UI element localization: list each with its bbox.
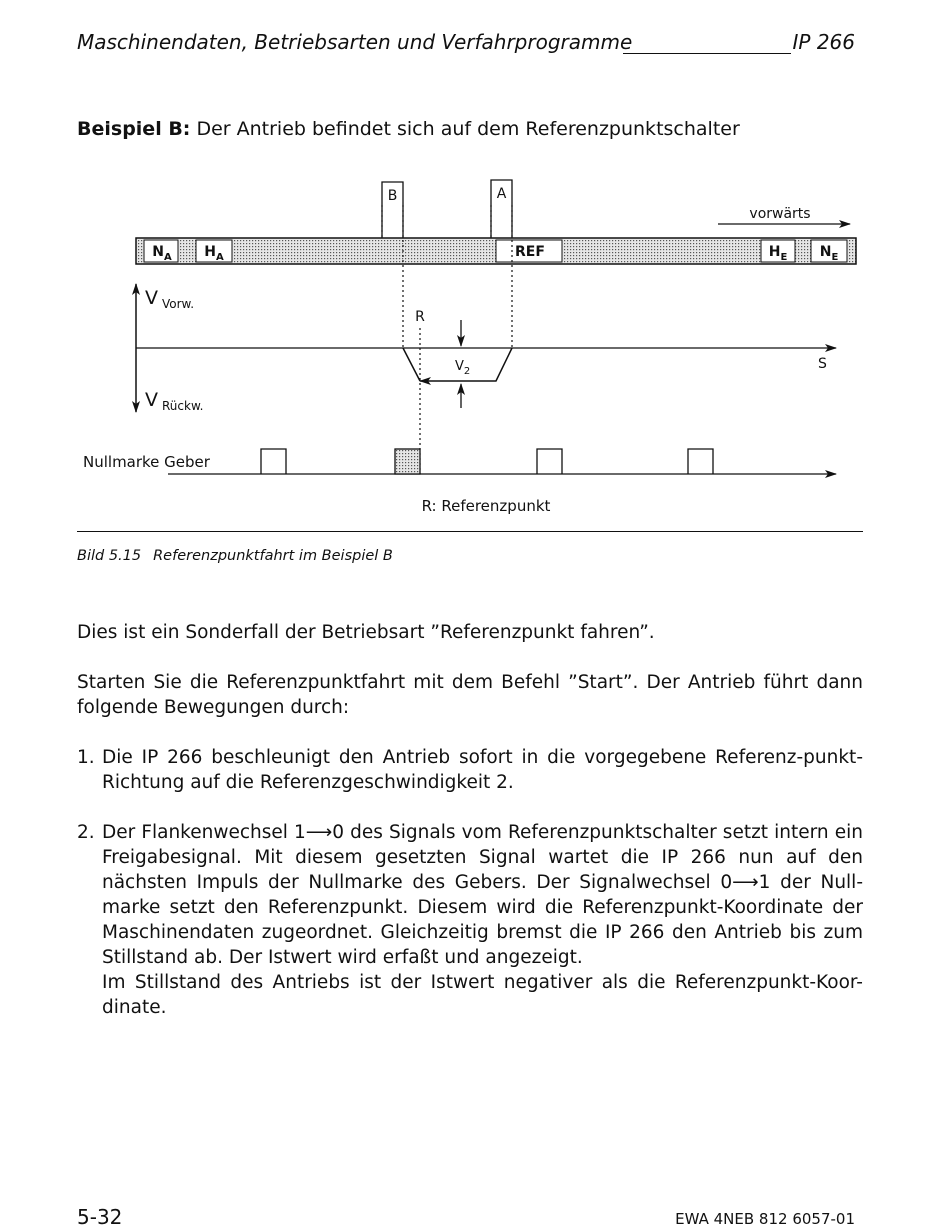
- list-item-number: 2.: [77, 822, 95, 843]
- v-forward-label: V $_{Vorw.}$: [145, 287, 195, 311]
- figure-number: Bild 5.15: [77, 548, 142, 564]
- paragraph-1: Dies ist ein Sonderfall der Betriebsart ”Referenzpunkt fahren”.: [77, 622, 655, 643]
- document-number: EWA 4NEB 812 6057-01: [675, 1210, 855, 1228]
- svg-text:HE: $H_E$: [768, 244, 788, 263]
- list-item-text-continued: Im Stillstand des Antriebs ist der Istwert negativer als die Referenzpunkt-Koor-dinate.: [102, 972, 863, 1018]
- reference-point-legend: R: Referenzpunkt: [421, 497, 551, 515]
- cam-flag-a: [491, 180, 512, 238]
- section-heading: [77, 118, 740, 140]
- track-bar: [136, 238, 856, 264]
- svg-text:NE: $N_E$: [819, 244, 839, 263]
- zero-mark-pulse: [688, 449, 713, 474]
- header-product: IP 266: [792, 30, 855, 54]
- svg-text:REF: REF: [515, 244, 545, 260]
- list-item-text: Die IP 266 beschleunigt den Antrieb sofort in die vorgegebene Referenz-punkt-Richtung auf die Referenzgeschwindigkeit 2.: [102, 747, 863, 793]
- header-rule: [623, 53, 791, 54]
- page-header: [77, 28, 863, 58]
- page-number: 5-32: [77, 1205, 123, 1229]
- s-axis-label: S: [818, 356, 827, 372]
- figure-title: Referenzpunktfahrt im Beispiel B: [153, 548, 393, 564]
- list-item-number: 1.: [77, 747, 95, 768]
- zero-mark-pulse-active: [395, 449, 420, 474]
- paragraph-2: Starten Sie die Referenzpunktfahrt mit dem Befehl ”Start”. Der Antrieb führt dann folgende Bewegungen durch:: [77, 672, 863, 718]
- cam-flag-a-label: A: [496, 186, 507, 202]
- list-item-text: Der Flankenwechsel 1⟶0 des Signals vom Referenzpunktschalter setzt intern ein Freigabesignal. Mit diesem gesetzten Signal wartet die IP 266 nun auf den nächsten Impuls der Nullmarke des Gebers. Der Signalwechsel 0⟶1 der Null-marke setzt den Referenzpunkt. Diesem wird die Referenzpunkt-Koordinate der Maschinendaten zugeordnet. Gleichzeitig bremst die IP 266 den Antrieb bis zum Stillstand ab. Der Istwert wird erfaßt und angezeigt.: [102, 822, 863, 968]
- braking-ramp: [403, 348, 420, 381]
- svg-text:HA: $H_A$: [204, 244, 224, 263]
- header-title: Maschinendaten, Betriebsarten und Verfahrprogramme: [77, 30, 633, 54]
- list-item: [77, 745, 863, 795]
- reference-point-marker: R: [415, 309, 425, 325]
- figure-caption: [77, 548, 393, 564]
- zero-mark-pulse: [537, 449, 562, 474]
- list-item: [77, 820, 863, 1020]
- cam-flag-b: [382, 182, 403, 238]
- cam-flag-b-label: B: [387, 188, 398, 204]
- svg-text:NA: $N_A$: [152, 244, 172, 263]
- encoder-zero-mark-label: Nullmarke Geber: [83, 453, 210, 471]
- zero-mark-pulse: [261, 449, 286, 474]
- reference-run-diagram: [0, 160, 950, 530]
- direction-label: vorwärts: [749, 206, 811, 222]
- heading-text: Der Antrieb befindet sich auf dem Referenzpunktschalter: [190, 118, 740, 140]
- v-backward-label: V $_{Rückw.}$: [145, 389, 204, 413]
- heading-label: Beispiel B:: [77, 118, 191, 140]
- figure-rule: [77, 531, 863, 532]
- v2-label: $V_2$: [455, 359, 471, 377]
